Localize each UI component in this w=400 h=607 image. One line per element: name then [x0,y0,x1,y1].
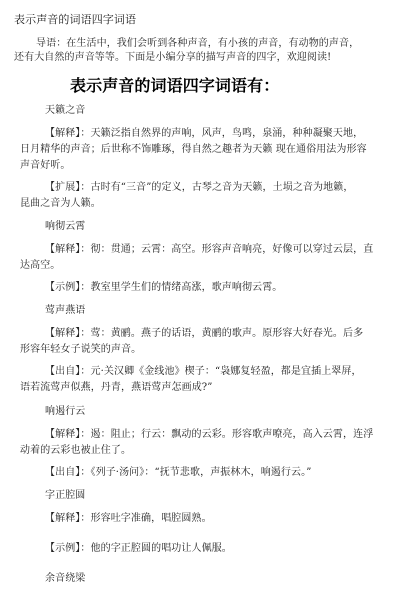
entry-word-tianlai: 天籁之音 [45,105,86,116]
intro-line-1: 导语：在生活中，我们会听到各种声音，有小孩的声音，有动物的声音， [36,38,360,49]
paragraph-line: 【出自】：《列子·汤问》：“抚节悲歌，声振林木，响遏行云。” [45,467,312,478]
paragraph-line: 昆曲之音为人籁。 [20,198,101,209]
entry-word-xiange: 响遏行云 [45,406,86,417]
paragraph-line: 【解释】：天籁泛指自然界的声响，风声，鸟鸣，泉涌，种种凝聚天地， [45,128,364,139]
document-title: 表示声音的词语四字词语 [14,13,137,26]
entry-word-yingsheng: 莺声燕语 [45,305,86,316]
entry-word-zizheng: 字正腔圆 [45,490,86,501]
section-heading: 表示声音的词语四字词语有： [70,76,280,95]
paragraph-line: 【示例】：他的字正腔圆的唱功让人佩服。 [45,543,232,554]
paragraph-line: 声音好听。 [20,160,71,171]
paragraph-line: 【示例】：教室里学生们的情绪高涨，歌声响彻云霄。 [45,282,283,293]
paragraph-line: 【解释】：遏：阻止；行云：飘动的云彩。形容歌声嘹亮，高入云霄，连浮 [45,429,374,440]
paragraph-line: 语若流莺声似燕，丹青，燕语莺声怎画成?” [20,382,213,393]
intro-line-2: 还有大自然的声音等等。下面是小编分享的描写声音的四字，欢迎阅读! [14,52,332,63]
paragraph-line: 动着的云彩也被止住了。 [20,445,132,456]
entry-word-xiangche: 响彻云霄 [45,221,86,232]
paragraph-line: 【出自】：元·关汉卿《金线池》楔子：“袅娜复轻盈，都是宜插上翠屏， [45,366,362,377]
paragraph-line: 【扩展】：古时有“三音”的定义，古琴之音为天籁，土埙之音为地籁， [45,182,354,193]
paragraph-line: 【解释】：彻：贯通；云霄：高空。形容声音响亮，好像可以穿过云层，直 [45,244,374,255]
entry-word-yuyin: 余音绕梁 [45,573,86,584]
paragraph-line: 【解释】：莺：黄鹂。燕子的话语，黄鹂的歌声。原形容大好春光。后多 [45,328,364,339]
paragraph-line: 形容年轻女子说笑的声音。 [20,344,142,355]
paragraph-line: 日月精华的声音；后世称不饰雕琢，得自然之趣者为天籁 现在通俗用法为形容 [20,144,367,155]
paragraph-line: 【解释】：形容吐字准确，唱腔圆熟。 [45,513,212,524]
paragraph-line: 达高空。 [20,260,61,271]
